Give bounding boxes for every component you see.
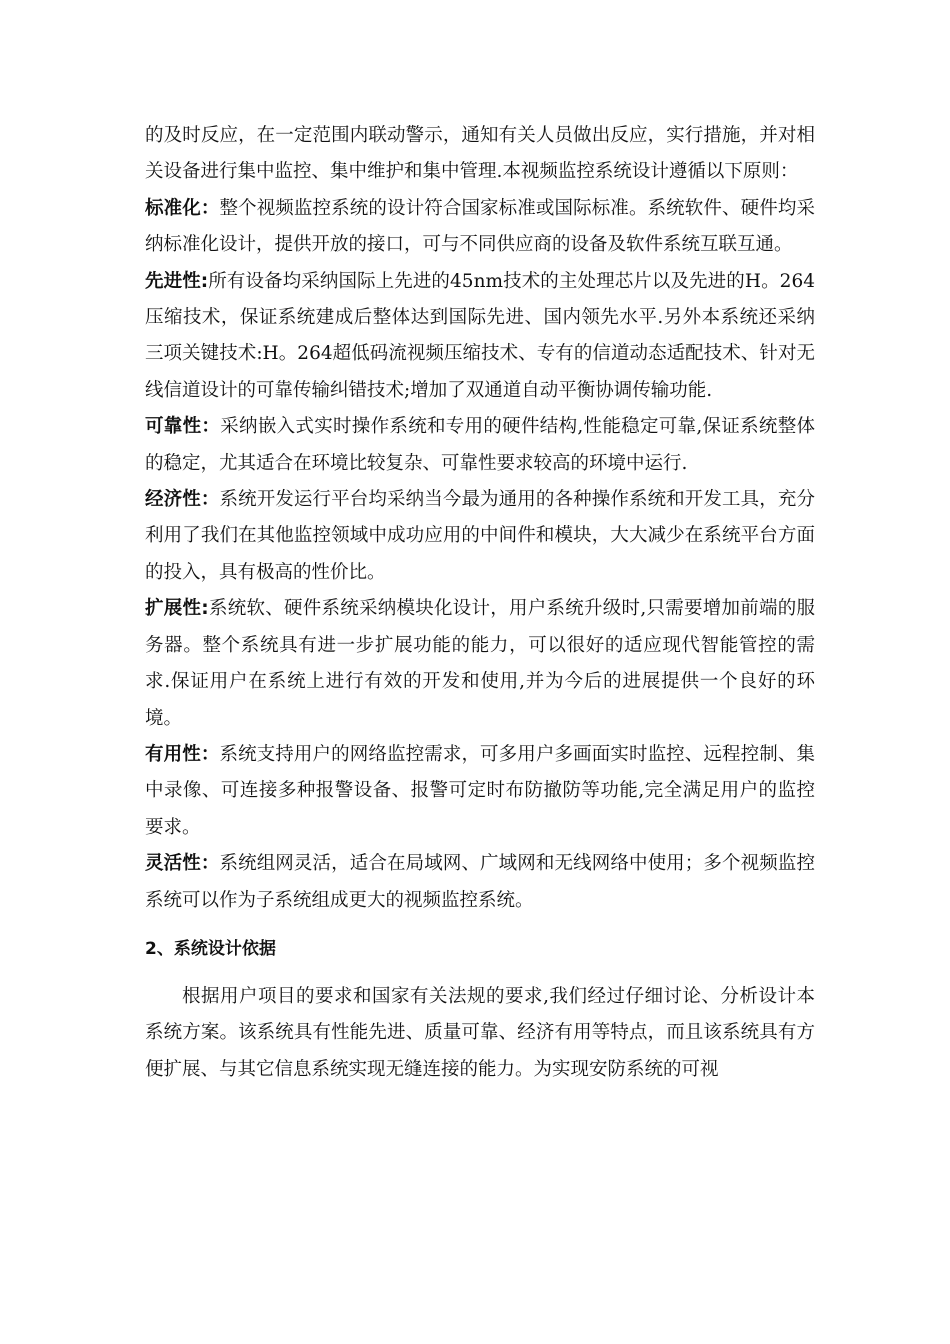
principle-advancement bbox=[145, 264, 815, 410]
principle-term: 有用性 bbox=[145, 743, 201, 765]
principle-text: 整个视频监控系统的设计符合国家标准或国际标准。系统软件、硬件均采纳标准化设计，提供开放的接口，可与不同供应商的设备及软件系统互联互通。 bbox=[145, 197, 815, 256]
principle-usability bbox=[145, 737, 815, 846]
principle-extensibility bbox=[145, 591, 815, 737]
principle-economy bbox=[145, 482, 815, 591]
principle-term: 扩展性 bbox=[145, 598, 202, 620]
principle-text: 系统开发运行平台均采纳当今最为通用的各种操作系统和开发工具，充分利用了我们在其他监控领域中成功应用的中间件和模块，大大减少在系统平台方面的投入，具有极高的性价比。 bbox=[145, 489, 815, 583]
principle-standardization bbox=[145, 191, 815, 264]
principle-term: 标准化 bbox=[145, 197, 201, 219]
principle-separator: ： bbox=[200, 197, 220, 219]
document-page bbox=[145, 118, 815, 1088]
principle-term: 可靠性 bbox=[145, 416, 202, 438]
principle-separator: ： bbox=[201, 416, 221, 438]
principle-term: 灵活性 bbox=[145, 853, 201, 875]
principle-separator: : bbox=[201, 598, 209, 620]
intro-paragraph: 的及时反应，在一定范围内联动警示，通知有关人员做出反应，实行措施，并对相关设备进行集中监控、集中维护和集中管理.本视频监控系统设计遵循以下原则： bbox=[145, 125, 815, 183]
principle-term: 先进性 bbox=[145, 270, 201, 292]
principle-separator: ： bbox=[200, 743, 220, 765]
principle-text: 系统支持用户的网络监控需求，可多用户多画面实时监控、远程控制、集中录像、可连接多种报警设备、报警可定时布防撤防等功能,完全满足用户的监控要求。 bbox=[145, 743, 815, 838]
section-body-paragraph: 根据用户项目的要求和国家有关法规的要求,我们经过仔细讨论、分析设计本系统方案。该系统具有性能先进、质量可靠、经济有用等特点，而且该系统具有方便扩展、与其它信息系统实现无缝连接的能力。为实现安防系统的可视 bbox=[145, 985, 815, 1080]
principle-reliability bbox=[145, 409, 815, 482]
principle-separator: ： bbox=[200, 853, 220, 875]
principle-text: 系统软、硬件系统采纳模块化设计，用户系统升级时,只需要增加前端的服务器。整个系统具有进一步扩展功能的能力，可以很好的适应现代智能管控的需求.保证用户在系统上进行有效的开发和使用,并为今后的进展提供一个良好的环境。 bbox=[145, 598, 815, 729]
principle-text: 系统组网灵活，适合在局域网、广域网和无线网络中使用；多个视频监控系统可以作为子系统组成更大的视频监控系统。 bbox=[145, 853, 815, 911]
principle-text: 所有设备均采纳国际上先进的45nm技术的主处理芯片以及先进的H。264压缩技术，保证系统建成后整体达到国际先进、国内领先水平.另外本系统还采纳三项关键技术:H。264超低码流视频压缩技术、专有的信道动态适配技术、针对无线信道设计的可靠传输纠错技术;增加了双通道自动平衡协调传输功能. bbox=[145, 270, 815, 401]
principle-flexibility bbox=[145, 846, 815, 919]
principle-text: 采纳嵌入式实时操作系统和专用的硬件结构,性能稳定可靠,保证系统整体的稳定，尤其适合在环境比较复杂、可靠性要求较高的环境中运行. bbox=[145, 416, 815, 474]
principle-separator: ： bbox=[200, 489, 220, 511]
principle-term: 经济性 bbox=[145, 489, 201, 511]
section-heading: 2、系统设计依据 bbox=[145, 938, 276, 959]
principle-separator: : bbox=[200, 270, 209, 292]
